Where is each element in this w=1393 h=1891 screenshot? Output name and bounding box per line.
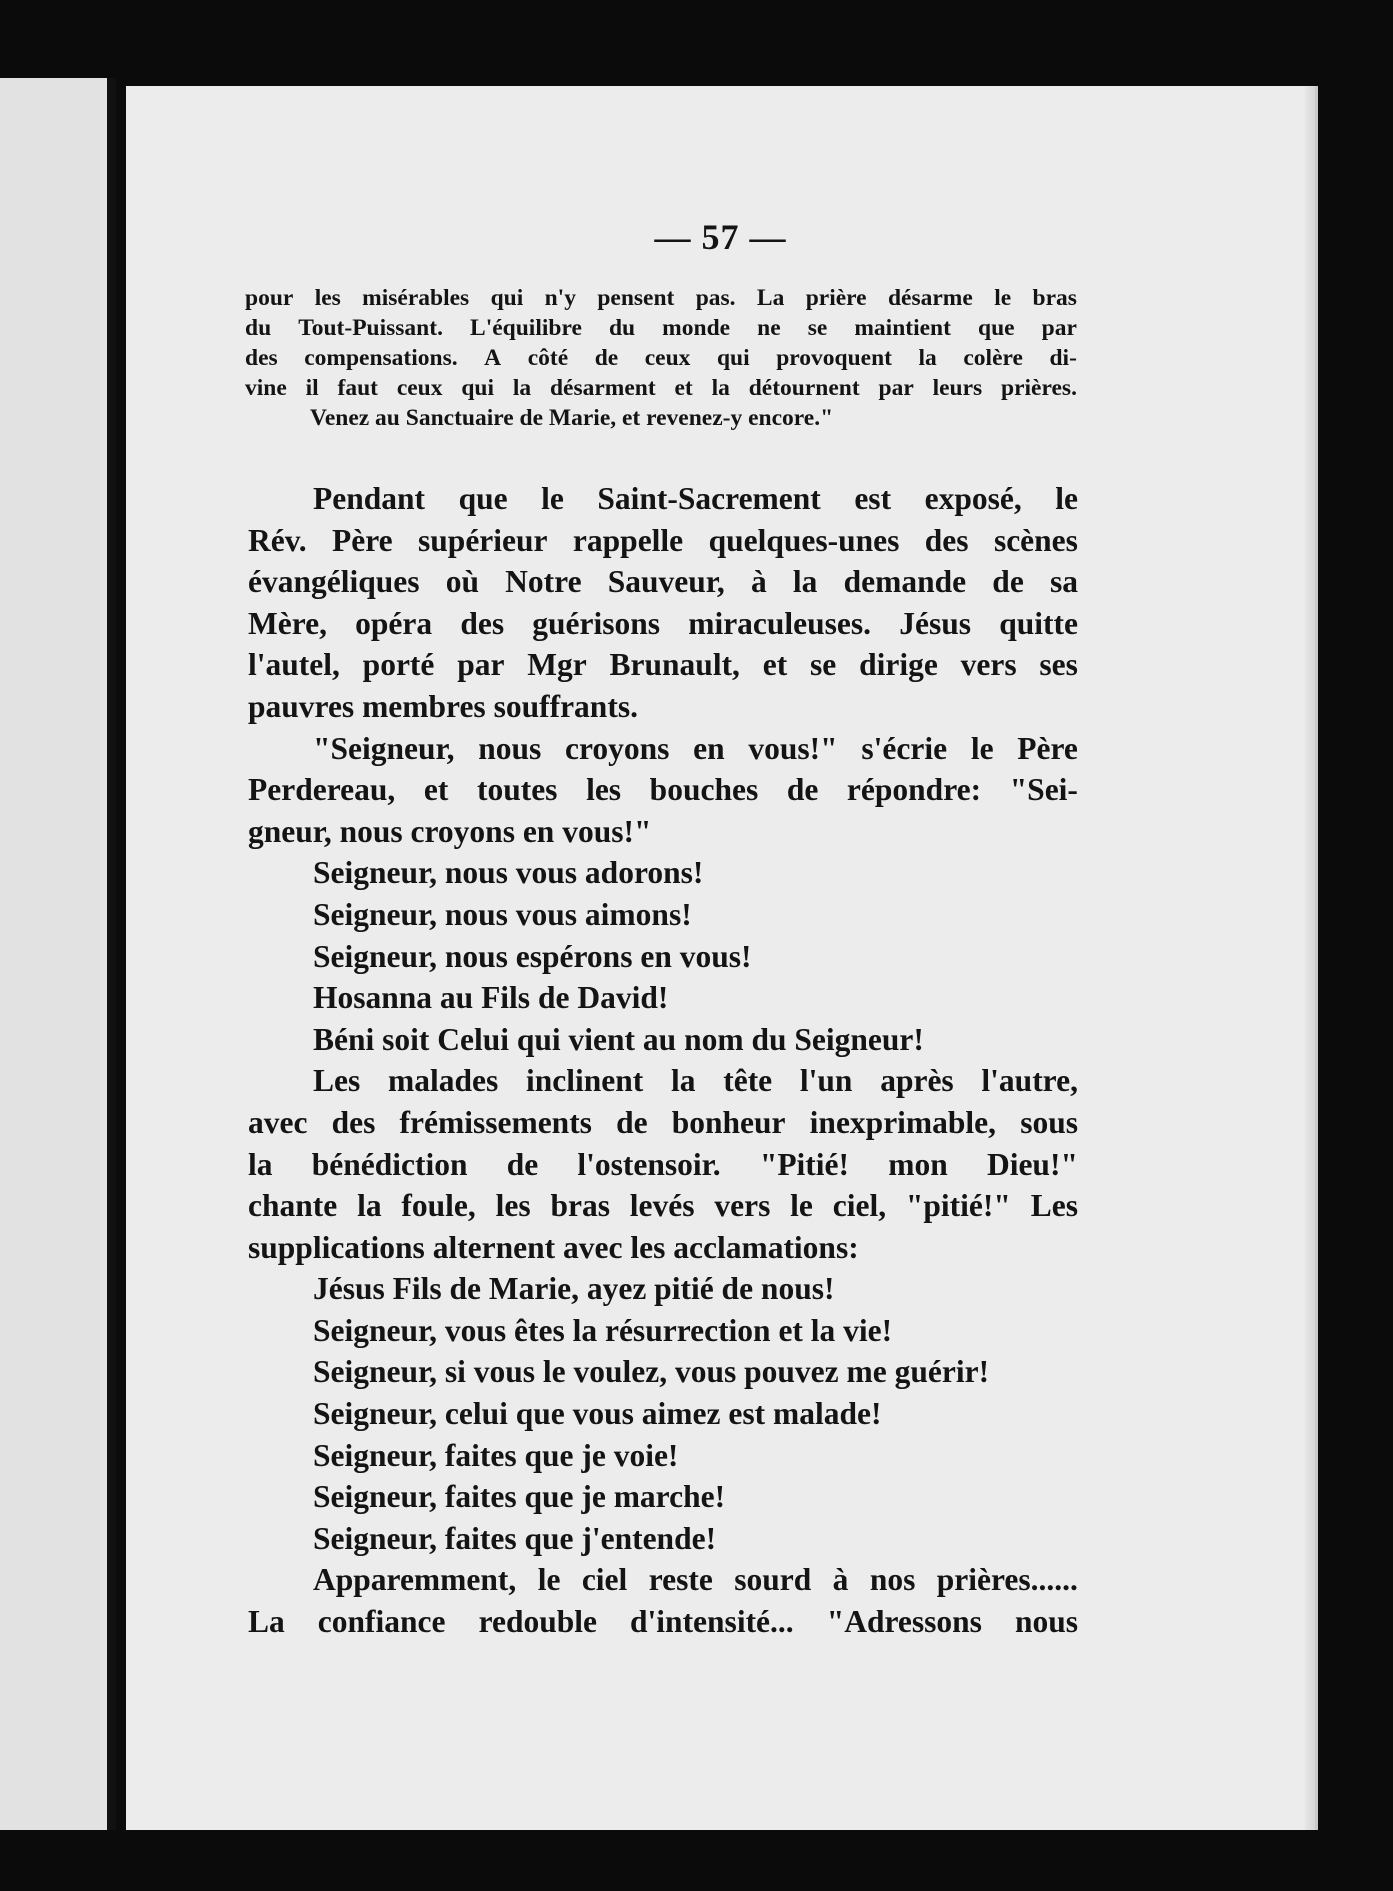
body-line (248, 1185, 1078, 1227)
word: évangéliques (248, 564, 420, 600)
word: ceux (396, 375, 443, 401)
word: détournent (748, 375, 860, 401)
body-line (248, 1102, 1078, 1144)
word: mon (888, 1146, 948, 1182)
word: la (512, 375, 532, 401)
word: sa (1049, 564, 1078, 600)
word: miraculeuses. (688, 605, 872, 641)
word: Père (1017, 730, 1078, 766)
word: provoquent (776, 345, 892, 371)
word: désarment (549, 375, 656, 401)
word: porté (362, 647, 435, 683)
word: Perdereau, (248, 772, 396, 808)
word: vers (714, 1188, 771, 1224)
body-line: Seigneur, nous vous adorons! (313, 855, 704, 891)
word: bras (1032, 285, 1077, 311)
quote-line (245, 313, 1077, 343)
word: inexprimable, (809, 1104, 997, 1140)
word: la (792, 564, 818, 600)
word: bouches (649, 772, 759, 808)
word: pensent (597, 285, 675, 311)
word: désarme (887, 285, 973, 311)
word: qui (461, 375, 494, 401)
word: demande (843, 564, 967, 600)
word: la (670, 1063, 696, 1099)
word: par (878, 375, 914, 401)
word: sous (1020, 1104, 1078, 1140)
word: Brunault, (609, 647, 740, 683)
word: nos (869, 1562, 916, 1598)
word: Mgr (527, 647, 587, 683)
word: est (854, 481, 892, 516)
word: A (484, 345, 502, 371)
word: le (541, 481, 564, 516)
word: quitte (999, 605, 1078, 641)
body-line: Seigneur, faites que j'entende! (313, 1520, 717, 1556)
word: scènes (993, 522, 1078, 558)
body-line: Béni soit Celui qui vient au nom du Seigneur! (313, 1021, 924, 1057)
word: pour (245, 285, 294, 311)
quote-line (245, 283, 1077, 313)
word: de (616, 1104, 648, 1140)
word: le (537, 1562, 561, 1598)
word: la (711, 375, 730, 401)
word: leurs (932, 375, 983, 401)
body-line: Seigneur, faites que je voie! (313, 1437, 679, 1473)
word: "Seigneur, (313, 730, 455, 766)
word: de (506, 1146, 539, 1182)
word: prières...... (936, 1562, 1078, 1598)
word: compensations. (304, 345, 458, 371)
word: prières. (1001, 375, 1077, 401)
word: Apparemment, (313, 1562, 517, 1598)
body-line: Seigneur, faites que je marche! (313, 1479, 726, 1515)
word: Père (332, 522, 393, 558)
word: confiance (317, 1604, 446, 1640)
word: qui (716, 345, 750, 371)
word: Les (313, 1063, 361, 1099)
word: l'ostensoir. (577, 1146, 721, 1182)
word: Dieu!" (986, 1146, 1078, 1182)
word: côté (527, 345, 569, 371)
word: la (357, 1188, 382, 1224)
word: "Adressons (826, 1604, 982, 1640)
word: La (248, 1604, 285, 1640)
body-line (248, 1601, 1078, 1643)
body-line (248, 769, 1078, 811)
word: Sauveur, (607, 564, 725, 600)
word: ses (1039, 647, 1078, 683)
body-line (248, 1559, 1078, 1601)
body-line (248, 603, 1078, 645)
word: des (331, 1104, 376, 1140)
word: "Pitié! (759, 1146, 850, 1182)
word: malades (387, 1063, 499, 1099)
word: n'y (544, 285, 576, 311)
word: les (586, 772, 622, 808)
body-line: Seigneur, si vous le voulez, vous pouvez me guérir! (313, 1354, 990, 1390)
word: rappelle (572, 522, 684, 558)
word: que (458, 481, 508, 516)
word: prière (805, 285, 867, 311)
body-line: Hosanna au Fils de David! (313, 980, 669, 1016)
body-line: Seigneur, nous espérons en vous! (313, 938, 752, 974)
word: tête (723, 1063, 773, 1099)
word: la (918, 345, 937, 371)
body-line: pauvres membres souffrants. (248, 688, 638, 724)
word: La (756, 285, 785, 311)
word: s'écrie (861, 730, 948, 766)
word: et (762, 647, 788, 683)
word: avec (248, 1104, 308, 1140)
word: bras (550, 1188, 610, 1224)
word: en (693, 730, 725, 766)
body-line (248, 478, 1078, 520)
word: Mère, (248, 605, 327, 641)
body-line (248, 728, 1078, 770)
word: l'autre, (981, 1063, 1078, 1099)
word: Les (1030, 1188, 1078, 1224)
word: du (245, 315, 272, 341)
word: par (457, 647, 505, 683)
word: ceux (644, 345, 691, 371)
word: le (790, 1188, 813, 1224)
quote-line: Venez au Sanctuaire de Marie, et revenez-y encore." (310, 405, 834, 431)
word: de (786, 772, 819, 808)
word: Notre (505, 564, 582, 600)
word: que (978, 315, 1015, 341)
word: Tout-Puissant. (298, 315, 443, 341)
page-edge-shadow (1305, 86, 1315, 1830)
word: qui (490, 285, 524, 311)
word: des (460, 605, 505, 641)
word: dirige (859, 647, 938, 683)
word: Rév. (248, 522, 307, 558)
word: quelques-unes (708, 522, 900, 558)
body-line (248, 1144, 1078, 1186)
word: levés (629, 1188, 695, 1224)
word: à (832, 1562, 849, 1598)
quote-line (245, 373, 1077, 403)
word: "Sei- (1009, 772, 1078, 808)
word: ciel, (832, 1188, 887, 1224)
body-line: Seigneur, nous vous aimons! (313, 896, 692, 932)
word: reste (648, 1562, 713, 1598)
word: Jésus (899, 605, 972, 641)
body-line: supplications alternent avec les acclamations: (248, 1229, 859, 1265)
body-line: Seigneur, celui que vous aimez est malade! (313, 1396, 882, 1432)
word: se (807, 315, 828, 341)
word: croyons (565, 730, 670, 766)
word: le (1055, 481, 1078, 516)
word: le (970, 730, 994, 766)
body-line: gneur, nous croyons en vous!" (248, 813, 652, 849)
word: des (245, 345, 278, 371)
word: sourd (734, 1562, 812, 1598)
word: après (880, 1063, 954, 1099)
word: vers (960, 647, 1017, 683)
word: ciel (581, 1562, 628, 1598)
body-line: Jésus Fils de Marie, ayez pitié de nous! (313, 1271, 835, 1307)
word: l'un (799, 1063, 853, 1099)
word: colère (963, 345, 1023, 371)
word: le (994, 285, 1012, 311)
word: la (248, 1146, 273, 1182)
word: répondre: (846, 772, 982, 808)
word: faut (337, 375, 378, 401)
word: d'intensité... (630, 1604, 794, 1640)
word: les (495, 1188, 531, 1224)
word: vous!" (748, 730, 838, 766)
word: L'équilibre (470, 315, 582, 341)
word: de (594, 345, 619, 371)
word: où (445, 564, 479, 600)
body-line (248, 1060, 1078, 1102)
body-line (248, 561, 1078, 603)
word: et (423, 772, 449, 808)
body-line (248, 644, 1078, 686)
body-line (248, 520, 1078, 562)
quote-line (245, 343, 1077, 373)
word: et (674, 375, 693, 401)
body-line: Seigneur, vous êtes la résurrection et la vie! (313, 1312, 893, 1348)
word: toutes (476, 772, 558, 808)
word: exposé, (924, 481, 1022, 516)
word: bénédiction (311, 1146, 468, 1182)
body-text (248, 478, 1078, 1643)
word: les (314, 285, 341, 311)
word: vine (245, 375, 287, 401)
word: se (810, 647, 837, 683)
word: nous (478, 730, 542, 766)
word: supérieur (418, 522, 548, 558)
word: Pendant (313, 481, 426, 516)
word: inclinent (525, 1063, 644, 1099)
word: des (924, 522, 969, 558)
word: misérables (362, 285, 470, 311)
word: à (750, 564, 767, 600)
word: monde (662, 315, 731, 341)
word: pas. (695, 285, 736, 311)
word: ne (757, 315, 781, 341)
word: nous (1014, 1604, 1078, 1640)
word: chante (248, 1188, 338, 1224)
page-number: — 57 — (654, 217, 787, 257)
left-page-edge (0, 78, 116, 1830)
word: frémissements (399, 1104, 592, 1140)
word: opéra (355, 605, 433, 641)
word: "pitié!" (905, 1188, 1011, 1224)
word: guérisons (532, 605, 661, 641)
word: Saint-Sacrement (597, 481, 821, 516)
word: de (992, 564, 1024, 600)
word: par (1041, 315, 1077, 341)
word: il (305, 375, 319, 401)
word: redouble (478, 1604, 597, 1640)
word: maintient (854, 315, 951, 341)
word: l'autel, (248, 647, 340, 683)
word: du (608, 315, 636, 341)
word: bonheur (671, 1104, 786, 1140)
word: foule, (401, 1188, 476, 1224)
word: di- (1049, 345, 1077, 371)
quote-paragraph (245, 283, 1077, 433)
